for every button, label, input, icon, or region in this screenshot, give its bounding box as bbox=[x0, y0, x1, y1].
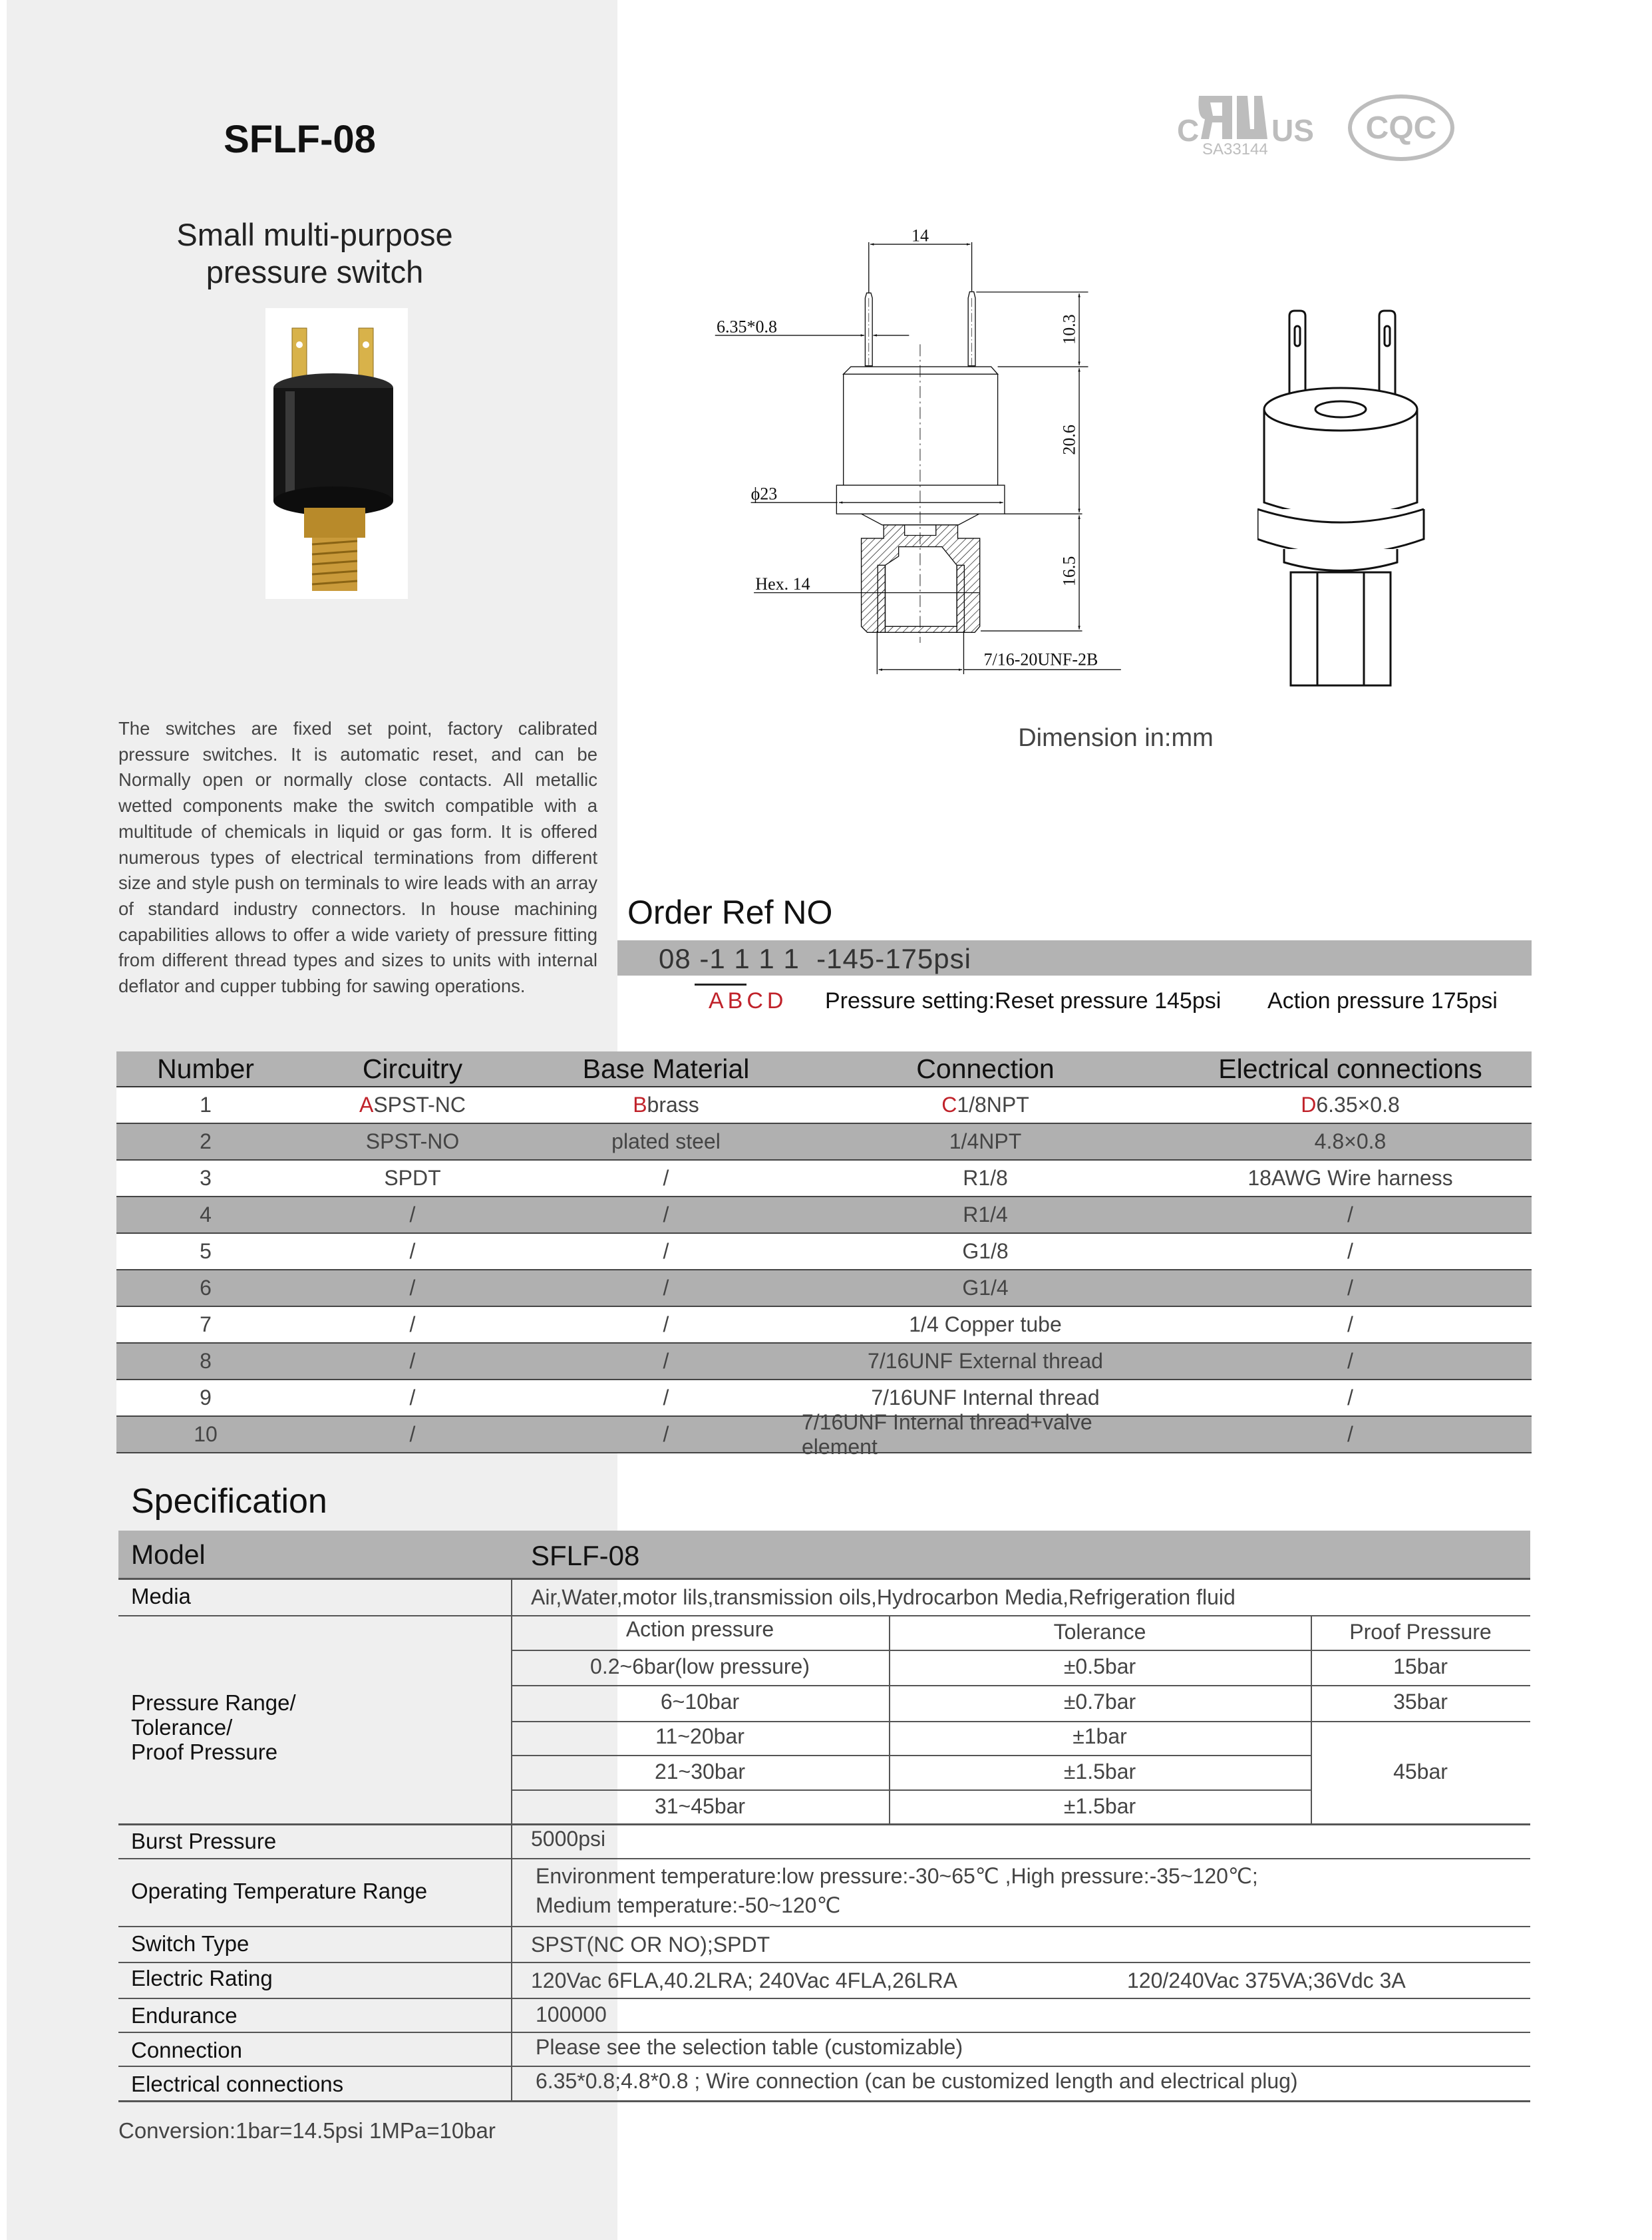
cell-text: / bbox=[1347, 1422, 1353, 1446]
table-cell bbox=[295, 1197, 530, 1232]
table-cell bbox=[1169, 1234, 1532, 1269]
divider bbox=[118, 1926, 1530, 1927]
spec-endurance-value: 100000 bbox=[536, 2002, 607, 2026]
spec-endurance-label: Endurance bbox=[131, 2003, 238, 2028]
pressure-tolerance-value: ±1bar bbox=[1073, 1724, 1127, 1748]
cell-text: SPST-NO bbox=[365, 1129, 460, 1153]
pressure-tolerance-value: ±0.7bar bbox=[1063, 1690, 1136, 1714]
column-header: Number bbox=[157, 1053, 254, 1084]
cell-text: 4.8×0.8 bbox=[1314, 1129, 1387, 1153]
option-letter: C bbox=[941, 1093, 957, 1117]
table-cell bbox=[295, 1234, 530, 1269]
pressure-action-value: 11~20bar bbox=[655, 1724, 744, 1748]
table-cell bbox=[530, 1087, 802, 1123]
table-cell bbox=[116, 1087, 295, 1123]
order-pressure-setting: Pressure setting:Reset pressure 145psi bbox=[825, 988, 1222, 1014]
proof-pressure-value: 45bar bbox=[1393, 1760, 1448, 1783]
table-cell bbox=[802, 1124, 1169, 1159]
table-cell bbox=[295, 1307, 530, 1342]
ul-c-mark: C bbox=[1177, 113, 1200, 148]
divider bbox=[511, 1755, 1311, 1756]
divider bbox=[118, 1578, 1530, 1580]
table-cell bbox=[295, 1270, 530, 1306]
table-cell bbox=[1169, 1197, 1532, 1232]
table-cell bbox=[116, 1234, 295, 1269]
table-row bbox=[116, 1161, 1532, 1197]
pressure-tolerance-value: ±1.5bar bbox=[1063, 1794, 1136, 1818]
spec-switch-value: SPST(NC OR NO);SPDT bbox=[531, 1933, 770, 1957]
table-row bbox=[116, 1124, 1532, 1161]
cell-text: 7/16UNF External thread bbox=[868, 1349, 1103, 1373]
table-cell bbox=[530, 1234, 802, 1269]
table-cell bbox=[802, 1409, 1169, 1459]
spec-model-row bbox=[118, 1531, 1530, 1578]
table-cell bbox=[802, 1161, 1169, 1196]
table-cell bbox=[530, 1344, 802, 1379]
cell-text: 1/4 Copper tube bbox=[909, 1312, 1062, 1336]
table-cell bbox=[530, 1197, 802, 1232]
selection-table bbox=[116, 1051, 1532, 1459]
cell-text: / bbox=[409, 1422, 416, 1446]
conversion-note: Conversion:1bar=14.5psi 1MPa=10bar bbox=[118, 2118, 496, 2143]
table-cell bbox=[530, 1161, 802, 1196]
cell-text: 7 bbox=[200, 1312, 212, 1336]
table-row bbox=[116, 1197, 1532, 1234]
cell-text: / bbox=[1347, 1239, 1353, 1263]
divider bbox=[511, 1721, 1530, 1722]
table-row bbox=[116, 1307, 1532, 1344]
cell-text: 1/4NPT bbox=[949, 1129, 1022, 1153]
cell-text: / bbox=[663, 1276, 669, 1300]
table-cell bbox=[116, 1197, 295, 1232]
table-cell bbox=[530, 1307, 802, 1342]
subtitle-line: Small multi-purpose bbox=[176, 217, 453, 252]
cell-text: / bbox=[663, 1386, 669, 1409]
table-cell bbox=[295, 1087, 530, 1123]
cqc-text: CQC bbox=[1365, 110, 1437, 146]
table-cell bbox=[530, 1380, 802, 1415]
divider bbox=[511, 1685, 1530, 1686]
cell-text: / bbox=[663, 1349, 669, 1373]
cell-text: 7/16UNF Internal thread+valve element bbox=[802, 1409, 1092, 1459]
pressure-action-value: 6~10bar bbox=[660, 1690, 740, 1714]
table-cell bbox=[802, 1087, 1169, 1123]
option-letter: A bbox=[359, 1093, 374, 1117]
cell-text: brass bbox=[647, 1093, 699, 1117]
dim-hex: Hex. 14 bbox=[755, 574, 810, 594]
cell-text: 7/16UNF Internal thread bbox=[871, 1386, 1100, 1409]
table-cell bbox=[530, 1417, 802, 1452]
pressure-header-tolerance: Tolerance bbox=[1053, 1620, 1146, 1644]
pressure-action-value: 31~45bar bbox=[654, 1794, 746, 1818]
column-header: Electrical connections bbox=[1218, 1053, 1482, 1084]
dim-pin-spacing: 14 bbox=[911, 226, 929, 246]
product-subtitle bbox=[118, 216, 511, 291]
cell-text: 2 bbox=[200, 1129, 212, 1153]
cell-text: 3 bbox=[200, 1166, 212, 1190]
dim-height-3: 16.5 bbox=[1059, 556, 1079, 587]
cell-text: / bbox=[409, 1312, 416, 1336]
pressure-action-value: 0.2~6bar(low pressure) bbox=[590, 1654, 810, 1678]
table-row bbox=[116, 1270, 1532, 1307]
cell-text: 1 bbox=[200, 1093, 212, 1117]
table-cell bbox=[1169, 1087, 1532, 1123]
table-cell bbox=[116, 1380, 295, 1415]
spec-burst-label: Burst Pressure bbox=[131, 1829, 277, 1853]
table-cell bbox=[1169, 1380, 1532, 1415]
cell-text: / bbox=[663, 1422, 669, 1446]
cell-text: / bbox=[1347, 1203, 1353, 1226]
subtitle-line: pressure switch bbox=[206, 254, 424, 289]
spec-pressure-label bbox=[131, 1690, 296, 1764]
cell-text: 9 bbox=[200, 1386, 212, 1409]
table-row bbox=[116, 1087, 1532, 1124]
table-cell bbox=[802, 1270, 1169, 1306]
cell-text: 1/8NPT bbox=[957, 1093, 1029, 1117]
table-row bbox=[116, 1234, 1532, 1270]
product-title: SFLF-08 bbox=[224, 118, 376, 161]
table-cell bbox=[295, 1417, 530, 1452]
table-cell bbox=[295, 1124, 530, 1159]
divider bbox=[118, 1858, 1530, 1859]
option-letter: B bbox=[633, 1093, 647, 1117]
cell-text: 6.35×0.8 bbox=[1316, 1093, 1400, 1117]
spec-title: Specification bbox=[131, 1482, 327, 1521]
spec-model-value: SFLF-08 bbox=[531, 1540, 640, 1571]
cell-text: 6 bbox=[200, 1276, 212, 1300]
label-line: Proof Pressure bbox=[131, 1740, 278, 1764]
cell-text: / bbox=[663, 1166, 669, 1190]
cell-text: / bbox=[409, 1203, 416, 1226]
pressure-action-value: 21~30bar bbox=[654, 1760, 746, 1783]
label-line: Tolerance/ bbox=[131, 1715, 233, 1740]
selection-table-header bbox=[116, 1051, 1532, 1087]
dim-height-1: 10.3 bbox=[1059, 314, 1079, 345]
order-code-underline bbox=[695, 984, 746, 986]
cell-text: G1/4 bbox=[962, 1276, 1009, 1300]
table-cell bbox=[116, 1307, 295, 1342]
cell-text: R1/4 bbox=[963, 1203, 1008, 1226]
pressure-tolerance-value: ±0.5bar bbox=[1063, 1654, 1136, 1678]
table-cell bbox=[295, 1380, 530, 1415]
order-action-pressure: Action pressure 175psi bbox=[1267, 988, 1498, 1014]
table-cell bbox=[1169, 1161, 1532, 1196]
cell-text: SPST-NC bbox=[373, 1093, 466, 1117]
spec-elec-value: 6.35*0.8;4.8*0.8 ; Wire connection (can be customized length and electrical plug) bbox=[536, 2069, 1298, 2093]
table-row bbox=[116, 1409, 1532, 1459]
cell-text: / bbox=[1347, 1386, 1353, 1409]
spec-temp-label: Operating Temperature Range bbox=[131, 1879, 428, 1903]
spec-connection-label: Connection bbox=[131, 2038, 242, 2062]
spec-elec-label: Electrical connections bbox=[131, 2072, 344, 2096]
cell-text: / bbox=[1347, 1276, 1353, 1300]
cell-text: G1/8 bbox=[962, 1239, 1009, 1263]
proof-pressure-value: 35bar bbox=[1393, 1690, 1448, 1714]
cell-text: 10 bbox=[194, 1422, 218, 1446]
cell-text: / bbox=[1347, 1349, 1353, 1373]
cell-text: / bbox=[663, 1312, 669, 1336]
spec-connection-value: Please see the selection table (customizable) bbox=[536, 2035, 963, 2059]
order-ref-title: Order Ref NO bbox=[627, 894, 833, 931]
spec-media-label: Media bbox=[131, 1584, 191, 1608]
divider bbox=[118, 2066, 1530, 2067]
outline-drawing bbox=[1257, 309, 1430, 689]
cell-text: 8 bbox=[200, 1349, 212, 1373]
cell-text: 5 bbox=[200, 1239, 212, 1263]
cell-text: / bbox=[1347, 1312, 1353, 1336]
dimension-drawing bbox=[699, 213, 1164, 692]
divider bbox=[889, 1615, 890, 1823]
order-code-letters: ABCD bbox=[709, 988, 788, 1014]
pressure-tolerance-value: ±1.5bar bbox=[1063, 1760, 1136, 1783]
column-header: Base Material bbox=[582, 1053, 750, 1084]
spec-switch-label: Switch Type bbox=[131, 1931, 249, 1956]
column-header: Connection bbox=[916, 1053, 1055, 1084]
ul-us-mark: US bbox=[1271, 113, 1314, 148]
table-cell bbox=[116, 1417, 295, 1452]
order-code: 08 -1 1 1 1 -145-175psi bbox=[659, 943, 971, 974]
divider bbox=[118, 1962, 1530, 1963]
table-cell bbox=[1169, 1124, 1532, 1159]
divider bbox=[511, 1789, 1311, 1791]
divider bbox=[118, 2100, 1530, 2102]
table-cell bbox=[1169, 1344, 1532, 1379]
cell-text: / bbox=[409, 1349, 416, 1373]
table-cell bbox=[802, 1307, 1169, 1342]
cell-text: / bbox=[409, 1276, 416, 1300]
table-cell bbox=[530, 1270, 802, 1306]
spec-model-label: Model bbox=[131, 1539, 206, 1570]
table-cell bbox=[295, 1161, 530, 1196]
divider bbox=[118, 1998, 1530, 1999]
cell-text: plated steel bbox=[611, 1129, 721, 1153]
spec-burst-value: 5000psi bbox=[531, 1827, 606, 1851]
spec-temp-value-1: Environment temperature:low pressure:-30~65℃ ,High pressure:-35~120℃; bbox=[536, 1864, 1258, 1888]
spec-media-value: Air,Water,motor lils,transmission oils,Hydrocarbon Media,Refrigeration fluid bbox=[531, 1585, 1236, 1609]
ul-symbol-icon bbox=[1196, 93, 1269, 146]
dim-terminal: 6.35*0.8 bbox=[717, 317, 778, 337]
spec-rating-value-2: 120/240Vac 375VA;36Vdc 3A bbox=[1127, 1968, 1406, 1992]
column-header: Circuitry bbox=[362, 1053, 463, 1084]
cell-text: / bbox=[409, 1239, 416, 1263]
dim-height-2: 20.6 bbox=[1059, 425, 1079, 455]
cell-text: / bbox=[409, 1386, 416, 1409]
divider bbox=[1311, 1615, 1312, 1823]
divider bbox=[511, 1650, 1530, 1651]
product-description: The switches are fixed set point, factory calibrated pressure switches. It is automatic reset, and can be Normally open or normally close contacts. All metallic wetted components make the switch compatible with a multitude of chemicals in liquid or gas form. It is offered numerous types of electrical terminations from different size and style push on terminals to wire leads with an array of standard industry connectors. In house machining capabilities allows to offer a wide variety of pressure fitting from different thread types and sizes to units with internal deflator and cupper tubbing for sawing operations. bbox=[118, 718, 597, 997]
divider bbox=[118, 1823, 1530, 1825]
table-cell bbox=[1169, 1270, 1532, 1306]
table-cell bbox=[116, 1270, 295, 1306]
spec-table bbox=[118, 1531, 1530, 2103]
spec-temp-value-2: Medium temperature:-50~120℃ bbox=[536, 1893, 841, 1917]
table-cell bbox=[1169, 1307, 1532, 1342]
table-cell bbox=[530, 1124, 802, 1159]
proof-pressure-value: 15bar bbox=[1393, 1654, 1448, 1678]
table-row bbox=[116, 1344, 1532, 1380]
table-cell bbox=[116, 1161, 295, 1196]
pressure-header-action: Action pressure bbox=[625, 1617, 774, 1641]
cell-text: 4 bbox=[200, 1203, 212, 1226]
spec-rating-value-1: 120Vac 6FLA,40.2LRA; 240Vac 4FLA,26LRA bbox=[531, 1968, 957, 1992]
dimension-unit-note: Dimension in:mm bbox=[1018, 724, 1214, 752]
table-cell bbox=[116, 1124, 295, 1159]
cell-text: / bbox=[663, 1239, 669, 1263]
table-cell bbox=[1169, 1417, 1532, 1452]
table-cell bbox=[116, 1344, 295, 1379]
table-cell bbox=[295, 1344, 530, 1379]
cell-text: SPDT bbox=[384, 1166, 441, 1190]
cqc-certification-logo bbox=[1348, 94, 1454, 161]
table-cell bbox=[802, 1344, 1169, 1379]
cell-text: R1/8 bbox=[963, 1166, 1008, 1190]
divider bbox=[118, 1615, 1530, 1616]
table-cell bbox=[802, 1234, 1169, 1269]
label-line: Pressure Range/ bbox=[131, 1690, 296, 1715]
product-photo bbox=[265, 308, 408, 599]
option-letter: D bbox=[1301, 1093, 1317, 1117]
spec-rating-label: Electric Rating bbox=[131, 1966, 273, 1990]
cell-text: 18AWG Wire harness bbox=[1247, 1166, 1453, 1190]
dim-thread: 7/16-20UNF-2B bbox=[983, 650, 1098, 669]
divider bbox=[118, 2032, 1530, 2033]
ul-file-number: SA33144 bbox=[1202, 140, 1268, 158]
ul-certification-logo bbox=[1177, 93, 1314, 162]
table-cell bbox=[802, 1197, 1169, 1232]
cell-text: / bbox=[663, 1203, 669, 1226]
pressure-header-proof: Proof Pressure bbox=[1349, 1620, 1492, 1644]
dim-diameter: ϕ23 bbox=[750, 484, 778, 504]
